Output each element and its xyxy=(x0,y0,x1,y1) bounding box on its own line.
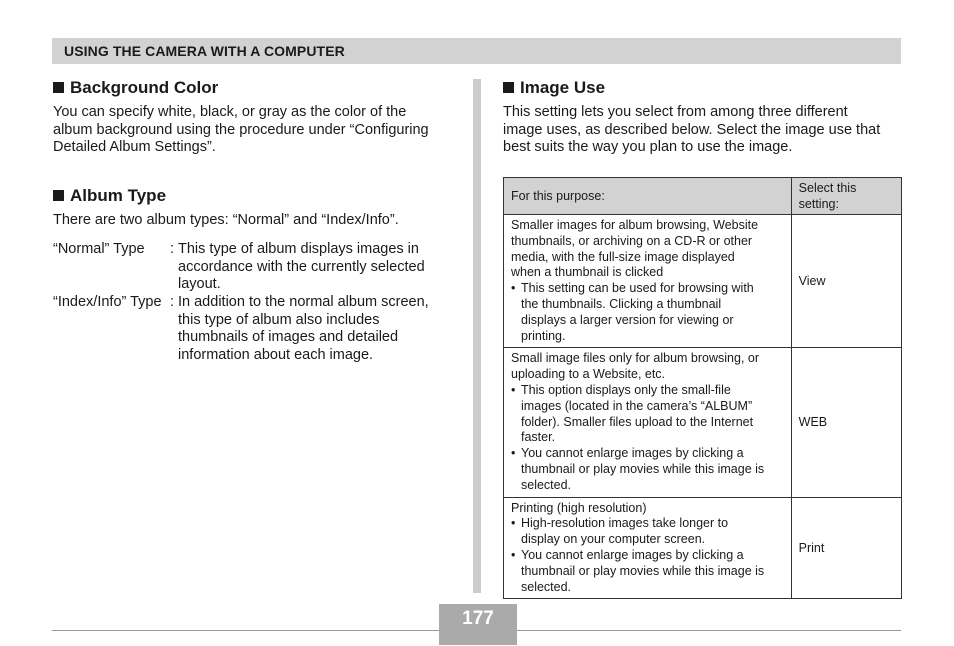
image-use-text: This setting lets you select from among three different image uses, as described below. Select the image use that best suits the way you plan to use the image. xyxy=(503,104,881,155)
album-type-heading: Album Type xyxy=(53,186,166,206)
index-info-type-term: “Index/Info” Type xyxy=(53,294,162,310)
normal-type-term: “Normal” Type xyxy=(53,241,145,257)
bullet-note: • This option displays only the small-file images (located in the camera’s “ALBUM” folder). Smaller files upload to the Internet faster. xyxy=(511,383,784,446)
setting-cell: Print xyxy=(791,497,901,599)
page-number-box xyxy=(439,604,517,645)
bullet-note: • You cannot enlarge images by clicking a thumbnail or play movies while this image is selected. xyxy=(511,446,784,493)
column-header-setting: Select this setting: xyxy=(791,178,901,215)
column-header-purpose: For this purpose: xyxy=(504,178,792,215)
index-info-type-description: In addition to the normal album screen, this type of album also includes thumbnails of images and detailed information about each image. xyxy=(178,294,429,363)
image-use-heading: Image Use xyxy=(503,78,605,98)
table-row xyxy=(504,348,902,497)
square-bullet-icon xyxy=(53,190,64,201)
column-divider xyxy=(473,79,481,593)
bullet-note: • You cannot enlarge images by clicking a thumbnail or play movies while this image is selected. xyxy=(511,548,784,595)
table-row xyxy=(504,497,902,599)
purpose-cell: Small image files only for album browsing, or uploading to a Website, etc. • This option displays only the small-file images (located in the camera’s “ALBUM” folder). Smaller files upload to the Internet faster. • You cannot enlarge images by clicking a thumbnail or play movies while this image is selected. xyxy=(504,348,792,497)
normal-type-description: This type of album displays images in accordance with the currently selected layout. xyxy=(178,241,425,292)
section-header-title: USING THE CAMERA WITH A COMPUTER xyxy=(64,43,345,59)
page-number: 177 xyxy=(462,608,494,629)
background-color-text: You can specify white, black, or gray as the color of the album background using the procedure under “Configuring Detailed Album Settings”. xyxy=(53,104,429,155)
album-type-intro: There are two album types: “Normal” and “Index/Info”. xyxy=(53,212,399,228)
setting-cell: WEB xyxy=(791,348,901,497)
table-header-row xyxy=(504,178,902,215)
normal-type-separator: : xyxy=(170,241,175,257)
image-use-table xyxy=(503,177,902,599)
square-bullet-icon xyxy=(503,82,514,93)
table-row xyxy=(504,215,902,348)
bullet-note: • This setting can be used for browsing with the thumbnails. Clicking a thumbnail displays a larger version for viewing or printing. xyxy=(511,281,784,344)
bullet-note: • High-resolution images take longer to display on your computer screen. xyxy=(511,516,784,548)
setting-cell: View xyxy=(791,215,901,348)
purpose-cell: Smaller images for album browsing, Website thumbnails, or archiving on a CD-R or other media, with the full-size image displayed when a thumbnail is clicked • This setting can be used for browsing with the thumbnails. Clicking a thumbnail displays a larger version for viewing or printing. xyxy=(504,215,792,348)
purpose-cell: Printing (high resolution) • High-resolution images take longer to display on your computer screen. • You cannot enlarge images by clicking a thumbnail or play movies while this image is selected. xyxy=(504,497,792,599)
square-bullet-icon xyxy=(53,82,64,93)
background-color-heading: Background Color xyxy=(53,78,218,98)
index-info-type-separator: : xyxy=(170,294,175,310)
section-header-bar xyxy=(52,38,901,64)
